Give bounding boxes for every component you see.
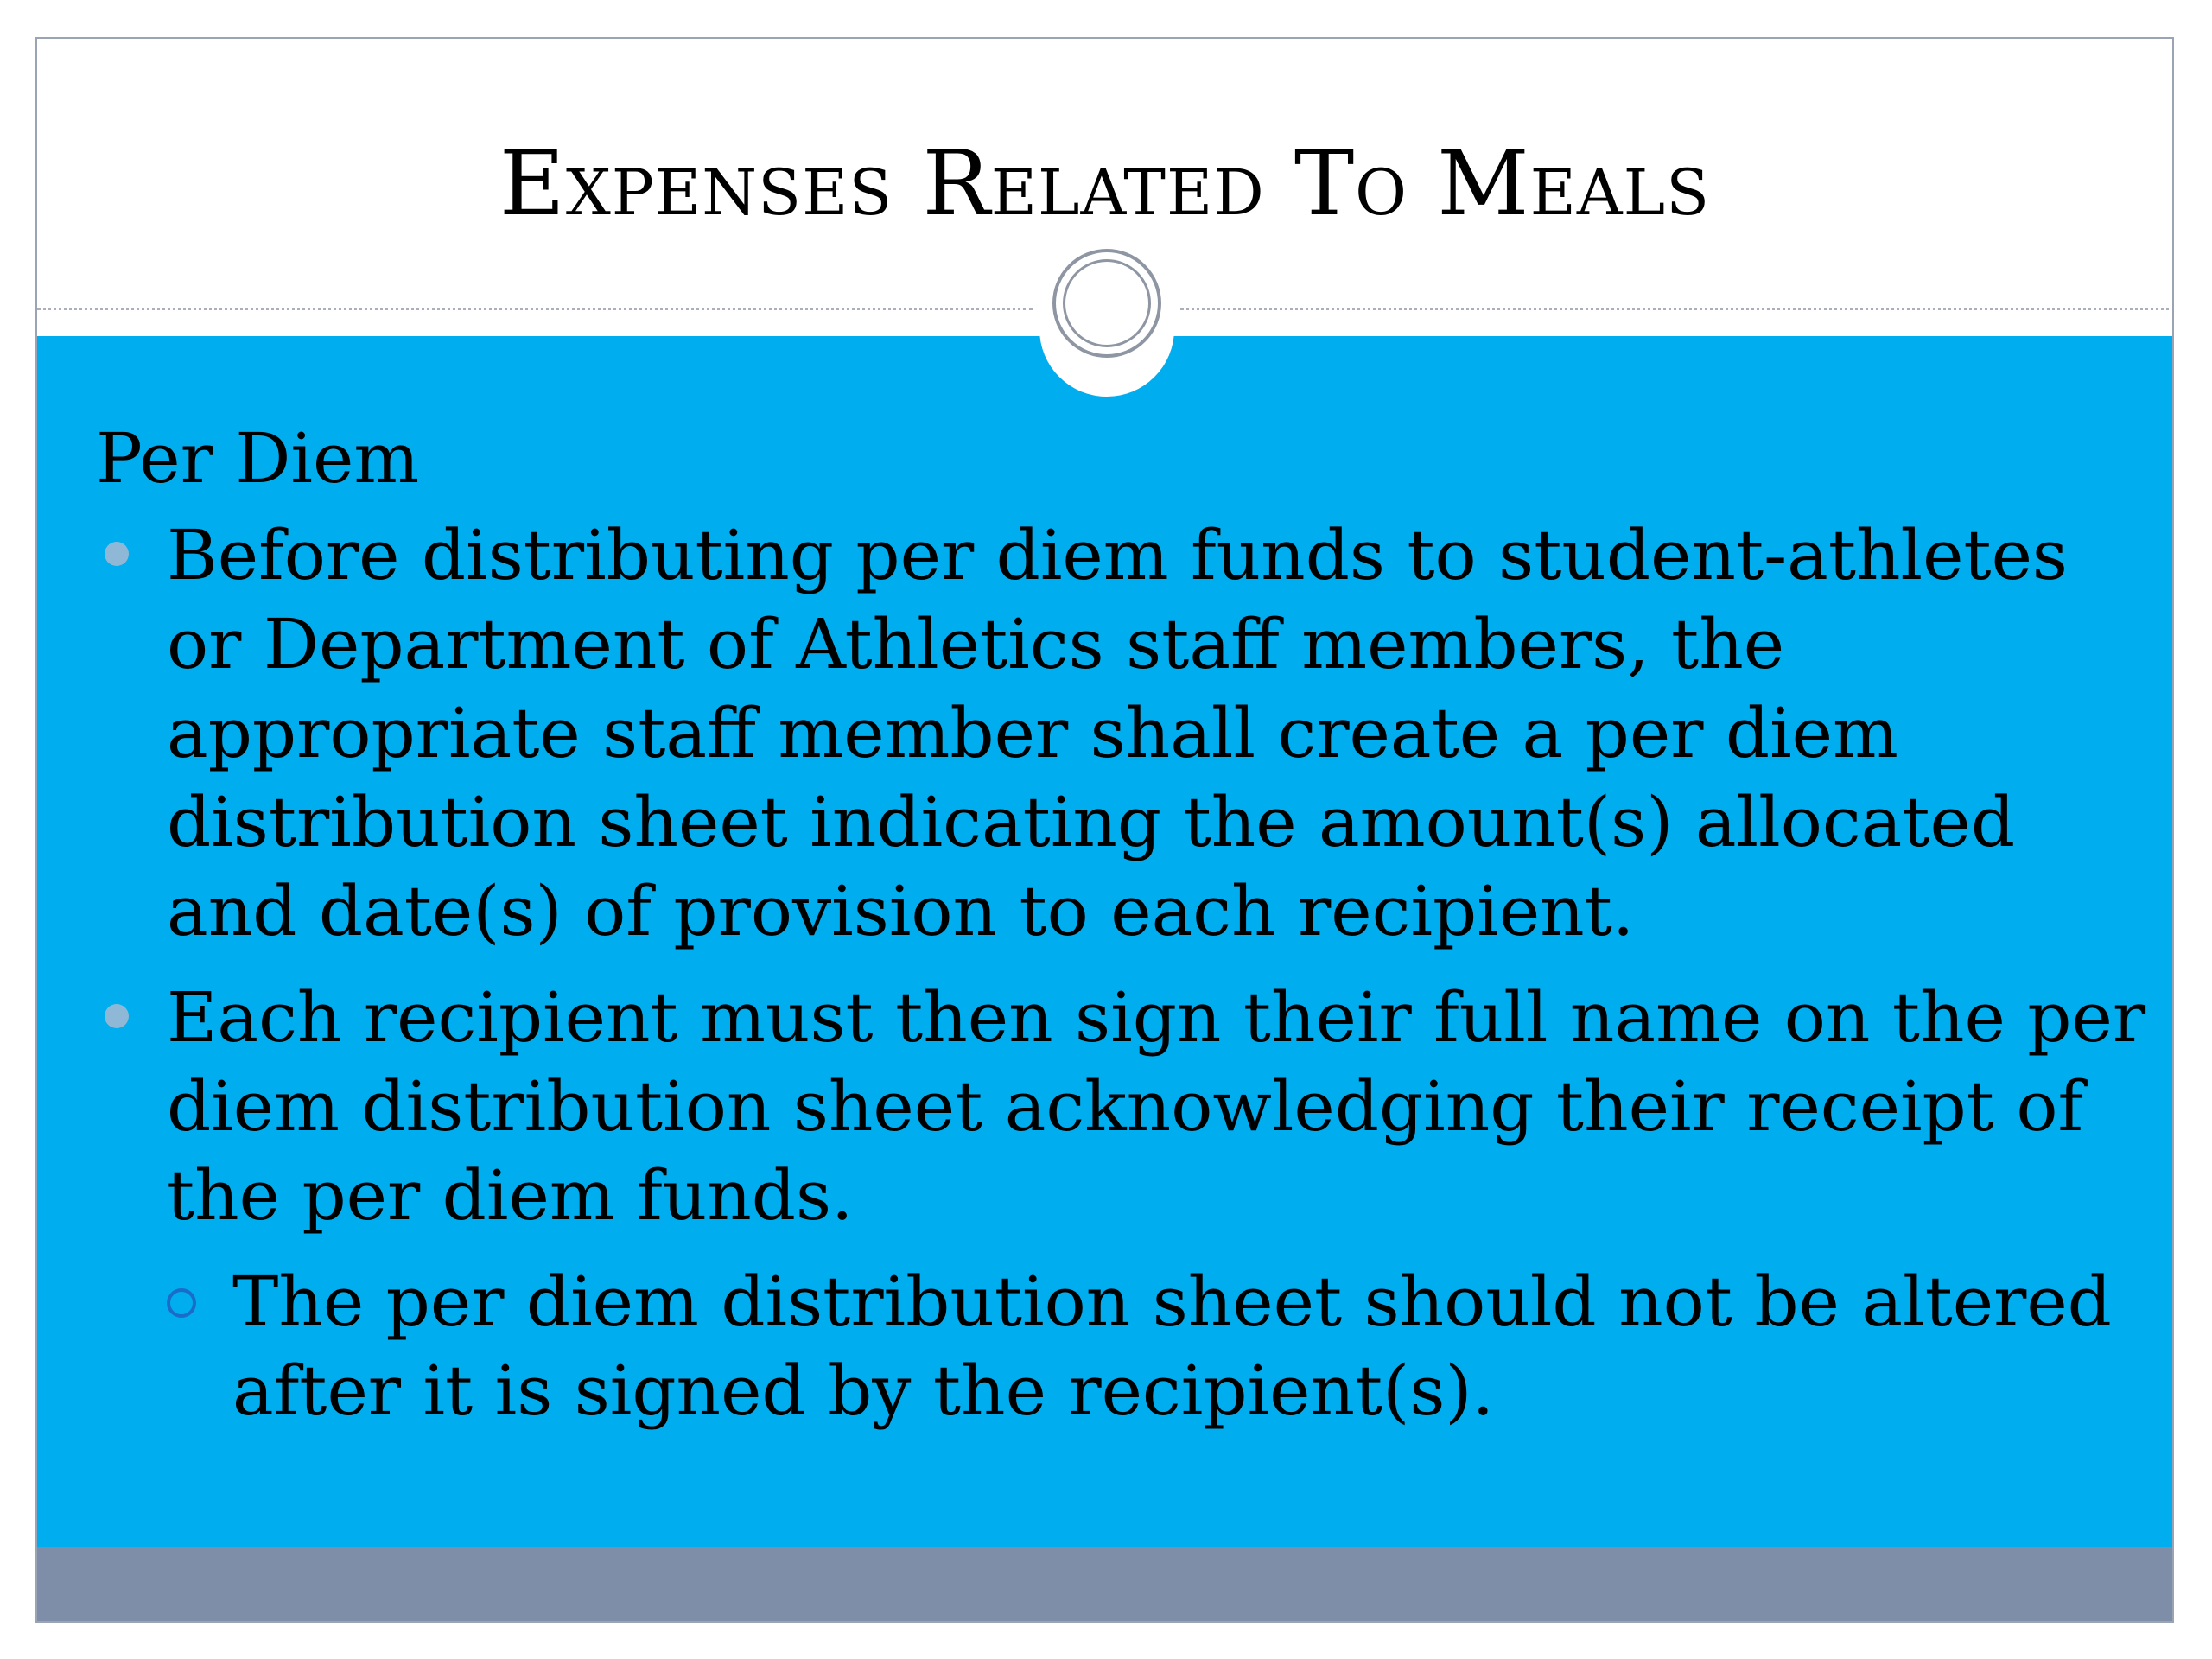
section-heading: Per Diem [96,418,420,499]
slide-body [96,410,2152,1435]
filled-circle-bullet-icon [105,542,129,566]
slide-title: Expenses Related To Meals [499,130,1711,236]
circle-ring-icon [1052,249,1161,358]
title-divider-left [37,308,1033,310]
sub-bullet-text: The per diem distribution sheet should not be altered after it is signed by the recipient(s). [232,1262,2112,1431]
inner-ring-icon [1063,259,1151,347]
hollow-circle-bullet-icon [167,1288,196,1318]
bullet-text: Before distributing per diem funds to student-athletes or Department of Athletics staff members, the appropriate staff member shall create a per diem distribution sheet indicating the amount(s) allocated and date(s) of provision to each recipient. [167,515,2068,951]
bullet-text: Each recipient must then sign their full name on the per diem distribution sheet acknowledging their receipt of the per diem funds. [167,977,2146,1236]
slide [35,37,2174,1623]
title-divider-right [1180,308,2174,310]
bullet-item [96,973,2152,1240]
sub-bullet-item [96,1257,2152,1435]
bullet-item [96,511,2152,956]
footer-bar [37,1547,2172,1623]
filled-circle-bullet-icon [105,1004,129,1028]
